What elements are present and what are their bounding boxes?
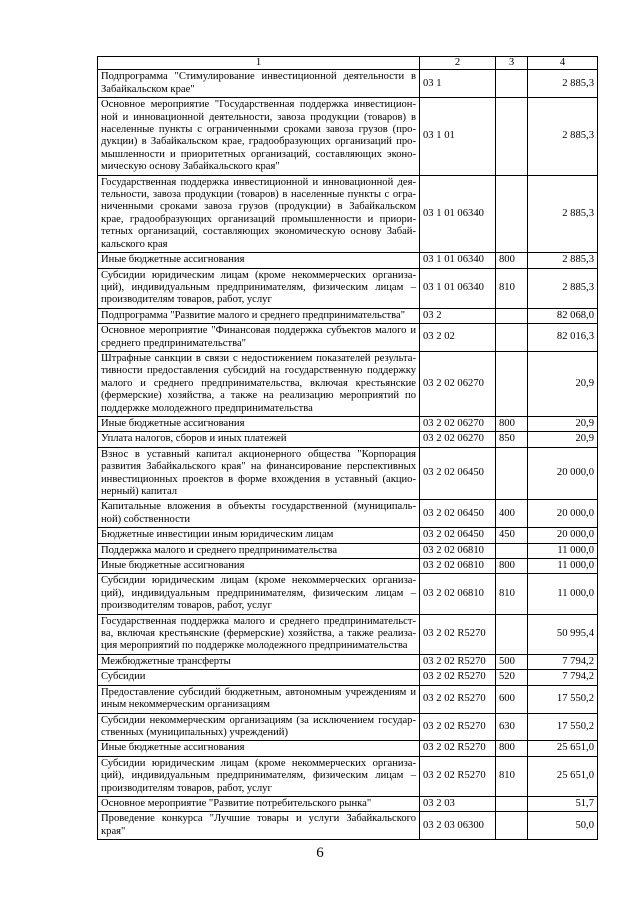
row-type-cell: 800 [496,253,528,268]
table-row [98,432,598,447]
row-amount-cell: 20 000,0 [528,500,598,528]
row-name-cell: Штрафные санкции в связи с недостижением показателей результа-тивности предоставления субсидий на государственную поддержку малого и среднего предпринимательства, включая крестьянские (фермерские) хозяйства, а также на реализацию мероприятий по поддержке молодежного предпринимательства [98,351,420,416]
row-code-cell: 03 2 02 R5270 [420,741,496,756]
row-type-cell [496,447,528,500]
row-name-cell: Субсидии юридическим лицам (кроме некоммерческих организа-ций), индивидуальным предпринимателям, физическим лицам – производителям товаров, работ, услуг [98,268,420,308]
row-name-cell: Подпрограмма "Развитие малого и среднего предпринимательства" [98,308,420,323]
row-name-cell: Основное мероприятие "Развитие потребительского рынка" [98,796,420,811]
row-type-cell [496,796,528,811]
row-type-cell [496,543,528,558]
row-code-cell: 03 2 02 R5270 [420,685,496,713]
row-name-cell: Государственная поддержка малого и среднего предпринимательст-ва, включая крестьянские (фермерские) хозяйства, а также реализа-ция мероприятий по поддержке молодежного предпринимательства [98,614,420,654]
table-row [98,268,598,308]
row-name-cell: Субсидии юридическим лицам (кроме некоммерческих организа-ций), индивидуальным предпринимателям, физическим лицам – производителям товаров, работ, услуг [98,756,420,796]
row-type-cell: 800 [496,416,528,431]
row-name-cell: Подпрограмма "Стимулирование инвестиционной деятельности в Забайкальском крае" [98,70,420,98]
row-type-cell: 600 [496,685,528,713]
row-type-cell [496,351,528,416]
row-name-cell: Иные бюджетные ассигнования [98,416,420,431]
row-code-cell: 03 2 02 06810 [420,543,496,558]
table-row [98,574,598,614]
table-row [98,756,598,796]
row-amount-cell: 82 016,3 [528,324,598,352]
row-amount-cell: 2 885,3 [528,253,598,268]
row-amount-cell: 11 000,0 [528,543,598,558]
row-name-cell: Иные бюджетные ассигнования [98,741,420,756]
row-type-cell: 400 [496,500,528,528]
row-amount-cell: 7 794,2 [528,670,598,685]
row-code-cell: 03 2 02 R5270 [420,670,496,685]
table-row [98,253,598,268]
row-amount-cell: 20,9 [528,351,598,416]
row-name-cell: Взнос в уставный капитал акционерного общества "Корпорация развития Забайкальского края" на финансирование перспективных инвестиционных проектов в форме вхождения в уставный (акцио-нерный) капитал [98,447,420,500]
table-row [98,447,598,500]
row-code-cell: 03 2 02 06450 [420,447,496,500]
row-type-cell [496,175,528,252]
row-type-cell: 500 [496,654,528,669]
row-code-cell: 03 1 01 06340 [420,268,496,308]
row-code-cell: 03 2 02 06810 [420,559,496,574]
row-amount-cell: 7 794,2 [528,654,598,669]
row-amount-cell: 20,9 [528,432,598,447]
row-name-cell: Капитальные вложения в объекты государственной (муниципаль-ной) собственности [98,500,420,528]
row-type-cell: 630 [496,713,528,741]
column-header-2: 2 [420,57,496,70]
row-code-cell: 03 1 01 06340 [420,175,496,252]
row-name-cell: Государственная поддержка инвестиционной и инновационной дея-тельности, завоза продукции (товаров) в населенные пункты с огра-ниченными сроками завоза грузов (продукции) в Забайкальском крае, градообразующих организаций промышленности и приори-тетных организаций, составляющих экономическую основу Забай-кальского края [98,175,420,252]
table-row [98,713,598,741]
row-code-cell: 03 1 01 [420,98,496,175]
row-type-cell: 800 [496,559,528,574]
table-row [98,98,598,175]
row-type-cell [496,614,528,654]
row-amount-cell: 25 651,0 [528,741,598,756]
row-code-cell: 03 2 02 R5270 [420,614,496,654]
row-code-cell: 03 2 02 06270 [420,432,496,447]
row-name-cell: Основное мероприятие "Государственная поддержка инвестицион-ной и инновационной деятельности, завоза продукции (товаров) в населенные пункты с ограниченными сроками завоза грузов (про-дукции) в Забайкальском крае, градообразующих организаций про-мышленности и приоритетных организаций, составляющих эконо-мическую основу Забайкальского края" [98,98,420,175]
row-name-cell: Субсидии некоммерческим организациям (за исключением государ-ственных (муниципальных) учреждений) [98,713,420,741]
row-code-cell: 03 2 02 06450 [420,500,496,528]
table-row [98,416,598,431]
row-code-cell: 03 2 [420,308,496,323]
row-name-cell: Межбюджетные трансферты [98,654,420,669]
row-name-cell: Уплата налогов, сборов и иных платежей [98,432,420,447]
row-code-cell: 03 2 03 06300 [420,812,496,840]
column-header-1: 1 [98,57,420,70]
row-type-cell [496,308,528,323]
row-amount-cell: 11 000,0 [528,559,598,574]
page-number: 6 [316,845,324,861]
table-row [98,614,598,654]
row-type-cell: 810 [496,756,528,796]
column-header-3: 3 [496,57,528,70]
row-name-cell: Предоставление субсидий бюджетным, автономным учреждениям и иным некоммерческим организациям [98,685,420,713]
row-amount-cell: 2 885,3 [528,98,598,175]
row-name-cell: Основное мероприятие "Финансовая поддержка субъектов малого и среднего предпринимательства" [98,324,420,352]
table-row [98,500,598,528]
row-amount-cell: 20 000,0 [528,447,598,500]
table-row [98,796,598,811]
row-name-cell: Иные бюджетные ассигнования [98,253,420,268]
row-amount-cell: 20,9 [528,416,598,431]
table-row [98,308,598,323]
budget-table [97,56,598,840]
row-name-cell: Иные бюджетные ассигнования [98,559,420,574]
row-code-cell: 03 2 03 [420,796,496,811]
row-name-cell: Проведение конкурса "Лучшие товары и услуги Забайкальского края" [98,812,420,840]
row-type-cell: 810 [496,268,528,308]
table-row [98,670,598,685]
table-row [98,559,598,574]
row-type-cell: 850 [496,432,528,447]
row-code-cell: 03 2 02 06270 [420,351,496,416]
row-type-cell: 520 [496,670,528,685]
row-type-cell [496,324,528,352]
row-code-cell: 03 1 [420,70,496,98]
row-code-cell: 03 1 01 06340 [420,253,496,268]
row-amount-cell: 2 885,3 [528,70,598,98]
row-code-cell: 03 2 02 R5270 [420,713,496,741]
row-code-cell: 03 2 02 [420,324,496,352]
row-name-cell: Субсидии [98,670,420,685]
row-name-cell: Бюджетные инвестиции иным юридическим лицам [98,528,420,543]
row-amount-cell: 50,0 [528,812,598,840]
row-amount-cell: 11 000,0 [528,574,598,614]
row-amount-cell: 50 995,4 [528,614,598,654]
row-amount-cell: 51,7 [528,796,598,811]
row-code-cell: 03 2 02 06450 [420,528,496,543]
row-code-cell: 03 2 02 R5270 [420,654,496,669]
table-row [98,741,598,756]
row-type-cell: 800 [496,741,528,756]
row-type-cell [496,812,528,840]
row-code-cell: 03 2 02 R5270 [420,756,496,796]
row-amount-cell: 2 885,3 [528,268,598,308]
table-row [98,654,598,669]
table-row [98,543,598,558]
table-row [98,175,598,252]
row-type-cell: 450 [496,528,528,543]
column-header-4: 4 [528,57,598,70]
table-row [98,685,598,713]
row-type-cell [496,70,528,98]
table-header-row [98,57,598,70]
row-name-cell: Поддержка малого и среднего предпринимательства [98,543,420,558]
row-amount-cell: 17 550,2 [528,685,598,713]
row-amount-cell: 2 885,3 [528,175,598,252]
table-row [98,70,598,98]
row-code-cell: 03 2 02 06270 [420,416,496,431]
row-amount-cell: 25 651,0 [528,756,598,796]
row-amount-cell: 20 000,0 [528,528,598,543]
row-amount-cell: 82 068,0 [528,308,598,323]
table-row [98,812,598,840]
row-name-cell: Субсидии юридическим лицам (кроме некоммерческих организа-ций), индивидуальным предпринимателям, физическим лицам – производителям товаров, работ, услуг [98,574,420,614]
table-row [98,324,598,352]
row-type-cell [496,98,528,175]
table-row [98,528,598,543]
row-amount-cell: 17 550,2 [528,713,598,741]
row-type-cell: 810 [496,574,528,614]
row-code-cell: 03 2 02 06810 [420,574,496,614]
table-row [98,351,598,416]
